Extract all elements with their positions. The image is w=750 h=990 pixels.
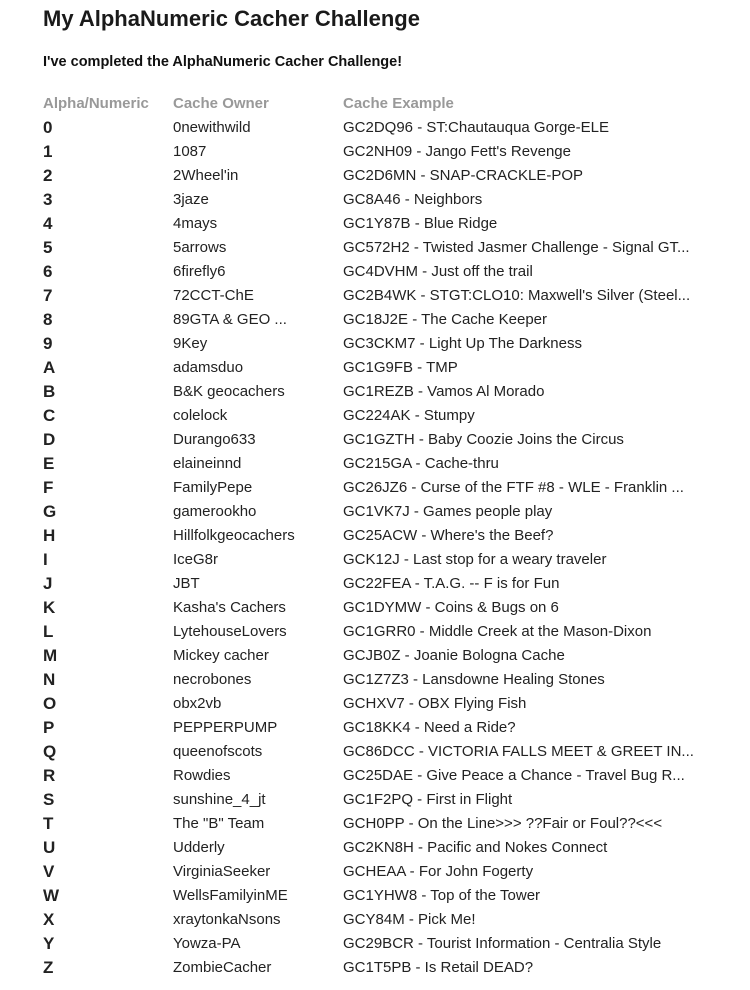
table-row <box>43 308 733 332</box>
cache-owner-cell: 1087 <box>173 143 207 160</box>
table-row <box>43 932 733 956</box>
alpha-numeric-cell: R <box>43 766 56 785</box>
alpha-numeric-cell: C <box>43 406 56 425</box>
cache-owner-cell: 72CCT-ChE <box>173 287 254 304</box>
cache-owner-cell: 2Wheel'in <box>173 167 239 184</box>
column-header-cache-owner: Cache Owner <box>173 95 269 112</box>
table-row <box>43 428 733 452</box>
table-body <box>43 116 733 980</box>
alpha-numeric-cell: Z <box>43 958 54 977</box>
cache-example-cell: GC3CKM7 - Light Up The Darkness <box>343 335 582 352</box>
table-row <box>43 380 733 404</box>
table-row <box>43 716 733 740</box>
cache-owner-cell: The "B" Team <box>173 815 265 832</box>
completion-message: I've completed the AlphaNumeric Cacher Challenge! <box>43 54 403 70</box>
column-header-alpha-numeric: Alpha/Numeric <box>43 95 149 112</box>
table-header <box>43 92 733 116</box>
table-row <box>43 500 733 524</box>
alpha-numeric-cell: O <box>43 694 57 713</box>
table-row <box>43 188 733 212</box>
cacher-table <box>43 92 733 980</box>
cache-owner-cell: gamerookho <box>173 503 257 520</box>
cache-example-cell: GC2B4WK - STGT:CLO10: Maxwell's Silver (Steel... <box>343 287 691 304</box>
cache-example-cell: GC1GRR0 - Middle Creek at the Mason-Dixon <box>343 623 652 640</box>
cache-example-cell: GC2NH09 - Jango Fett's Revenge <box>343 143 571 160</box>
table-row <box>43 788 733 812</box>
alpha-numeric-cell: E <box>43 454 55 473</box>
table-row <box>43 668 733 692</box>
alpha-numeric-cell: 7 <box>43 286 53 305</box>
cache-owner-cell: LytehouseLovers <box>173 623 287 640</box>
alpha-numeric-cell: K <box>43 598 56 617</box>
table-row <box>43 572 733 596</box>
cache-example-cell: GC2DQ96 - ST:Chautauqua Gorge-ELE <box>343 119 609 136</box>
alpha-numeric-cell: X <box>43 910 55 929</box>
cache-example-cell: GC18KK4 - Need a Ride? <box>343 719 516 736</box>
table-row <box>43 836 733 860</box>
page-title: My AlphaNumeric Cacher Challenge <box>43 6 420 31</box>
table-row <box>43 908 733 932</box>
cache-owner-cell: Hillfolkgeocachers <box>173 527 295 544</box>
table-row <box>43 140 733 164</box>
cache-example-cell: GC1Y87B - Blue Ridge <box>343 215 498 232</box>
table-row <box>43 212 733 236</box>
cache-example-cell: GC1REZB - Vamos Al Morado <box>343 383 545 400</box>
table-row <box>43 524 733 548</box>
cache-example-cell: GC26JZ6 - Curse of the FTF #8 - WLE - Franklin ... <box>343 479 684 496</box>
cache-owner-cell: JBT <box>173 575 200 592</box>
cache-example-cell: GC2D6MN - SNAP-CRACKLE-POP <box>343 167 584 184</box>
cache-owner-cell: 3jaze <box>173 191 209 208</box>
table-row <box>43 596 733 620</box>
cache-example-cell: GC1YHW8 - Top of the Tower <box>343 887 541 904</box>
cache-example-cell: GC1VK7J - Games people play <box>343 503 553 520</box>
cache-owner-cell: B&K geocachers <box>173 383 285 400</box>
cache-owner-cell: FamilyPepe <box>173 479 253 496</box>
cache-example-cell: GC25DAE - Give Peace a Chance - Travel Bug R... <box>343 767 685 784</box>
cache-owner-cell: Rowdies <box>173 767 231 784</box>
table-row <box>43 548 733 572</box>
alpha-numeric-cell: 4 <box>43 214 53 233</box>
table-row <box>43 164 733 188</box>
alpha-numeric-cell: 0 <box>43 118 53 137</box>
cache-example-cell: GC1T5PB - Is Retail DEAD? <box>343 959 534 976</box>
cache-owner-cell: Yowza-PA <box>173 935 241 952</box>
cache-example-cell: GCJB0Z - Joanie Bologna Cache <box>343 647 565 664</box>
cache-owner-cell: 89GTA & GEO ... <box>173 311 287 328</box>
cache-owner-cell: Mickey cacher <box>173 647 269 664</box>
cache-owner-cell: necrobones <box>173 671 252 688</box>
cache-owner-cell: 0newithwild <box>173 119 251 136</box>
table-row <box>43 452 733 476</box>
table-row <box>43 620 733 644</box>
cache-owner-cell: VirginiaSeeker <box>173 863 271 880</box>
cache-owner-cell: obx2vb <box>173 695 222 712</box>
table-row <box>43 956 733 980</box>
alpha-numeric-cell: 3 <box>43 190 53 209</box>
cache-example-cell: GC1DYMW - Coins & Bugs on 6 <box>343 599 559 616</box>
alpha-numeric-cell: 2 <box>43 166 53 185</box>
cache-owner-cell: xraytonkaNsons <box>173 911 281 928</box>
table-row <box>43 884 733 908</box>
cache-owner-cell: Kasha's Cachers <box>173 599 286 616</box>
table-row <box>43 332 733 356</box>
table-row <box>43 260 733 284</box>
table-row <box>43 644 733 668</box>
cache-example-cell: GC8A46 - Neighbors <box>343 191 483 208</box>
cache-example-cell: GC215GA - Cache-thru <box>343 455 499 472</box>
cache-example-cell: GC224AK - Stumpy <box>343 407 475 424</box>
cache-owner-cell: PEPPERPUMP <box>173 719 278 736</box>
alpha-numeric-cell: Q <box>43 742 57 761</box>
cache-owner-cell: Durango633 <box>173 431 256 448</box>
cache-owner-cell: queenofscots <box>173 743 263 760</box>
cache-example-cell: GCK12J - Last stop for a weary traveler <box>343 551 607 568</box>
alpha-numeric-cell: 8 <box>43 310 53 329</box>
cache-owner-cell: adamsduo <box>173 359 244 376</box>
alpha-numeric-cell: B <box>43 382 56 401</box>
cache-owner-cell: IceG8r <box>173 551 219 568</box>
cache-owner-cell: 9Key <box>173 335 208 352</box>
cache-example-cell: GC572H2 - Twisted Jasmer Challenge - Signal GT... <box>343 239 690 256</box>
alpha-numeric-cell: U <box>43 838 56 857</box>
alpha-numeric-cell: Y <box>43 934 55 953</box>
cache-owner-cell: elaineinnd <box>173 455 242 472</box>
cache-example-cell: GCHEAA - For John Fogerty <box>343 863 534 880</box>
alpha-numeric-cell: S <box>43 790 55 809</box>
alpha-numeric-cell: 9 <box>43 334 53 353</box>
alpha-numeric-cell: L <box>43 622 54 641</box>
cache-owner-cell: colelock <box>173 407 228 424</box>
alpha-numeric-cell: J <box>43 574 53 593</box>
table-row <box>43 404 733 428</box>
table-row <box>43 236 733 260</box>
cache-example-cell: GC1F2PQ - First in Flight <box>343 791 513 808</box>
alpha-numeric-cell: I <box>43 550 48 569</box>
alpha-numeric-cell: M <box>43 646 58 665</box>
table-row <box>43 284 733 308</box>
cache-example-cell: GC1GZTH - Baby Coozie Joins the Circus <box>343 431 624 448</box>
table-row <box>43 356 733 380</box>
cache-example-cell: GC25ACW - Where's the Beef? <box>343 527 554 544</box>
cache-example-cell: GC86DCC - VICTORIA FALLS MEET & GREET IN... <box>343 743 694 760</box>
header-row <box>43 92 733 116</box>
cache-example-cell: GC2KN8H - Pacific and Nokes Connect <box>343 839 608 856</box>
alpha-numeric-cell: D <box>43 430 56 449</box>
alpha-numeric-cell: 6 <box>43 262 53 281</box>
cache-example-cell: GC4DVHM - Just off the trail <box>343 263 533 280</box>
column-header-cache-example: Cache Example <box>343 95 454 112</box>
cache-owner-cell: Udderly <box>173 839 225 856</box>
table-row <box>43 692 733 716</box>
cache-owner-cell: 4mays <box>173 215 218 232</box>
table-row <box>43 116 733 140</box>
cache-example-cell: GCHXV7 - OBX Flying Fish <box>343 695 527 712</box>
alpha-numeric-cell: W <box>43 886 60 905</box>
table-row <box>43 860 733 884</box>
cache-example-cell: GC1Z7Z3 - Lansdowne Healing Stones <box>343 671 605 688</box>
cache-example-cell: GC1G9FB - TMP <box>343 359 458 376</box>
alpha-numeric-cell: N <box>43 670 56 689</box>
cache-example-cell: GC18J2E - The Cache Keeper <box>343 311 548 328</box>
cache-owner-cell: sunshine_4_jt <box>173 791 266 808</box>
table-row <box>43 476 733 500</box>
alpha-numeric-cell: T <box>43 814 54 833</box>
cache-example-cell: GCY84M - Pick Me! <box>343 911 476 928</box>
cache-owner-cell: WellsFamilyinME <box>173 887 288 904</box>
alpha-numeric-cell: F <box>43 478 54 497</box>
cache-owner-cell: ZombieCacher <box>173 959 272 976</box>
table-row <box>43 764 733 788</box>
cache-example-cell: GC22FEA - T.A.G. -- F is for Fun <box>343 575 560 592</box>
table-row <box>43 812 733 836</box>
alpha-numeric-cell: G <box>43 502 57 521</box>
alpha-numeric-cell: 1 <box>43 142 53 161</box>
cache-example-cell: GC29BCR - Tourist Information - Centralia Style <box>343 935 662 952</box>
table-row <box>43 740 733 764</box>
alpha-numeric-cell: V <box>43 862 55 881</box>
alpha-numeric-cell: 5 <box>43 238 53 257</box>
alpha-numeric-cell: H <box>43 526 56 545</box>
alpha-numeric-cell: P <box>43 718 55 737</box>
cache-owner-cell: 5arrows <box>173 239 227 256</box>
alpha-numeric-cell: A <box>43 358 56 377</box>
cache-example-cell: GCH0PP - On the Line>>> ??Fair or Foul??<<< <box>343 815 663 832</box>
cache-owner-cell: 6firefly6 <box>173 263 226 280</box>
